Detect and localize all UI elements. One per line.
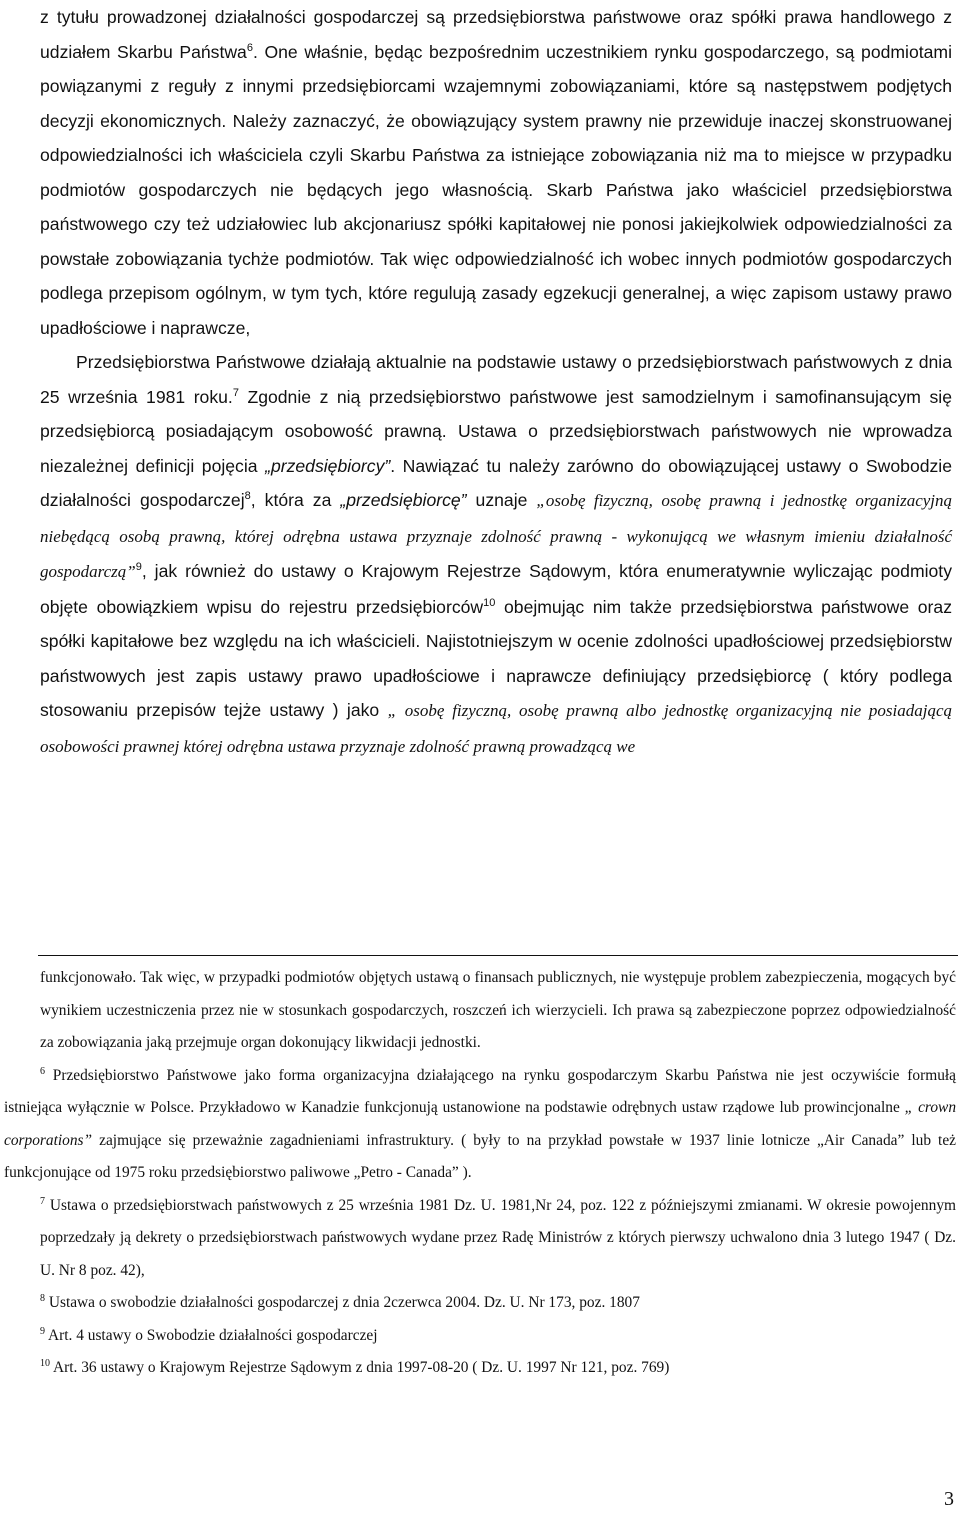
footnote-number: 8 [40, 1292, 45, 1304]
footnotes [4, 962, 956, 1385]
main-text [40, 0, 952, 764]
footnote-ref-6: 6 [246, 41, 253, 54]
footnote-number: 7 [40, 1195, 45, 1207]
text-run: obejmując nim także przedsiębiorstwa państwowe oraz spółki kapitałowe bez względu na ich właścicieli. Najistotniejszym w ocenie zdolności upadłościowej przedsiębiorstw państwowych jest zapis ustawy prawo upadłościowe i naprawcze definiujący przedsiębiorcę ( który podlega stosowaniu przepisów tejże ustawy ) jako [40, 596, 952, 720]
footnote-9 [4, 1320, 956, 1353]
paragraph-2 [40, 345, 952, 764]
text-run: uznaje [466, 490, 537, 510]
footnote-text: Ustawa o przedsiębiorstwach państwowych z 25 września 1981 Dz. U. 1981,Nr 24, poz. 122 z późniejszymi zmianami. W okresie powojennym poprzedzały ją dekrety o przedsiębiorstwach państwowych wydane przez Radę Ministrów z których pierwszy uchwalono dnia 3 lutego 1947 ( Dz. U. Nr 8 poz. 42), [40, 1196, 956, 1279]
page-number: 3 [944, 1488, 954, 1510]
text-run: . One właśnie, będąc bezpośrednim uczestnikiem rynku gospodarczego, są podmiotami powiązanymi z reguły z innymi przedsiębiorcami wzajemnymi zobowiązaniami, które są następstwem podjętych decyzji ekonomicznych. Należy zaznaczyć, że obowiązujący system prawny nie przewiduje inaczej skonstruowanej odpowiedzialności ich właściciela czyli Skarbu Państwa za istniejące zobowiązania niż ma to miejsce w przypadku podmiotów gospodarczych nie będących jego własnością. Skarb Państwa jako właściciel przedsiębiorstwa państwowego czy też udziałowiec lub akcjonariusz spółki kapitałowej nie ponosi jakiejkolwiek odpowiedzialności za powstałe zobowiązania tychże podmiotów. Tak więc odpowiedzialność ich wobec innych podmiotów gospodarczych podlega przepisom ogólnym, w tym tych, które regulują zasady egzekucji generalnej, a więc zapisom ustawy prawo upadłościowe i naprawcze, [40, 41, 952, 338]
term-przedsiebiorce: „przedsiębiorcę” [340, 490, 467, 510]
footnote-ref-9: 9 [135, 561, 142, 574]
footnote-number: 10 [40, 1357, 50, 1369]
footnote-text: Art. 36 ustawy o Krajowym Rejestrze Sądowym z dnia 1997-08-20 ( Dz. U. 1997 Nr 121, poz. 769) [50, 1359, 670, 1376]
definition-quote: „osobę fizyczną, osobę prawną i jednostkę organizacyjną niebędącą osobą prawną, której odrębna ustawa przyznaje zdolność prawną - wykonującą we własnym imieniu działalność gospodarczą” [40, 491, 953, 581]
footnote-7 [4, 1190, 956, 1288]
footnote-number: 6 [40, 1065, 45, 1077]
footnote-text: zajmujące się przeważnie zagadnieniami infrastruktury. ( były to na przykład powstałe w 1937 linie lotnicze „Air Canada” lub też funkcjonujące od 1975 roku przedsiębiorstwo paliwowe „Petro - Canada” ). [4, 1131, 956, 1181]
definition-quote-2: „ osobę fizyczną, osobę prawną albo jednostkę organizacyjną nie posiadającą osobowości prawnej której odrębna ustawa przyznaje zdolność prawną prowadzącą we [40, 701, 952, 756]
footnote-text: Przedsiębiorstwo Państwowe jako forma organizacyjna działającego na rynku gospodarczym Skarbu Państwa nie jest oczywiście formułą istniejąca wyłącznie w Polsce. Przykładowo w Kanadzie funkcjonują ustanowione na podstawie odrębnych ustaw rządowe lub prowincjonalne [4, 1066, 956, 1116]
footnote-6 [4, 1060, 956, 1190]
text-run: , jak również do ustawy o Krajowym Rejestrze Sądowym, która enumeratywnie wyliczając podmioty objęte obowiązkiem wpisu do rejestru przedsiębiorców [40, 561, 952, 617]
footnote-continuation: funkcjonowało. Tak więc, w przypadki podmiotów objętych ustawą o finansach publicznych, nie występuje problem zabezpieczenia, mogących być wynikiem uczestniczenia przez nie w stosunkach gospodarczych, roszczeń ich wierzycieli. Ich prawa są zabezpieczone poprzez odpowiedzialność za zobowiązania jaką przejmuje organ dokonujący likwidacji jednostki. [40, 969, 956, 1051]
footnote-separator [38, 955, 958, 956]
footnote-10 [4, 1352, 956, 1385]
footnote-ref-8: 8 [244, 490, 251, 503]
footnote-number: 9 [40, 1325, 45, 1337]
footnote-ref-10: 10 [483, 596, 496, 609]
paragraph-1 [40, 0, 952, 345]
footnote-8 [4, 1287, 956, 1320]
footnote-text: Art. 4 ustawy o Swobodzie działalności gospodarczej [45, 1326, 378, 1344]
term-przedsiebiorcy: „przedsiębiorcy” [265, 455, 391, 476]
text-run: z tytułu prowadzonej działalności gospodarczej są przedsiębiorstwa państwowe oraz spółki prawa handlowego z udziałem Skarbu Państwa [40, 7, 952, 62]
text-run: . Nawiązać tu należy zarówno do obowiązującej ustawy o Swobodzie działalności gospodarczej [40, 455, 953, 510]
text-run: , która za [250, 490, 341, 510]
text-run: Zgodnie z nią przedsiębiorstwo państwowe jest samodzielnym i samofinansującym się przedsiębiorcą posiadającym osobowość prawną. Ustawa o przedsiębiorstwach państwowych nie wprowadza niezależnej definicji pojęcia [40, 386, 952, 476]
text-run: Przedsiębiorstwa Państwowe działają aktualnie na podstawie ustawy o przedsiębiorstwach państwowych z dnia 25 września 1981 roku. [40, 352, 952, 407]
footnote-text: Ustawa o swobodzie działalności gospodarczej z dnia 2czerwca 2004. Dz. U. Nr 173, poz. 1807 [45, 1294, 640, 1311]
footnote-italic: „ crown corporations” [4, 1099, 957, 1149]
footnote-ref-7: 7 [232, 386, 239, 399]
